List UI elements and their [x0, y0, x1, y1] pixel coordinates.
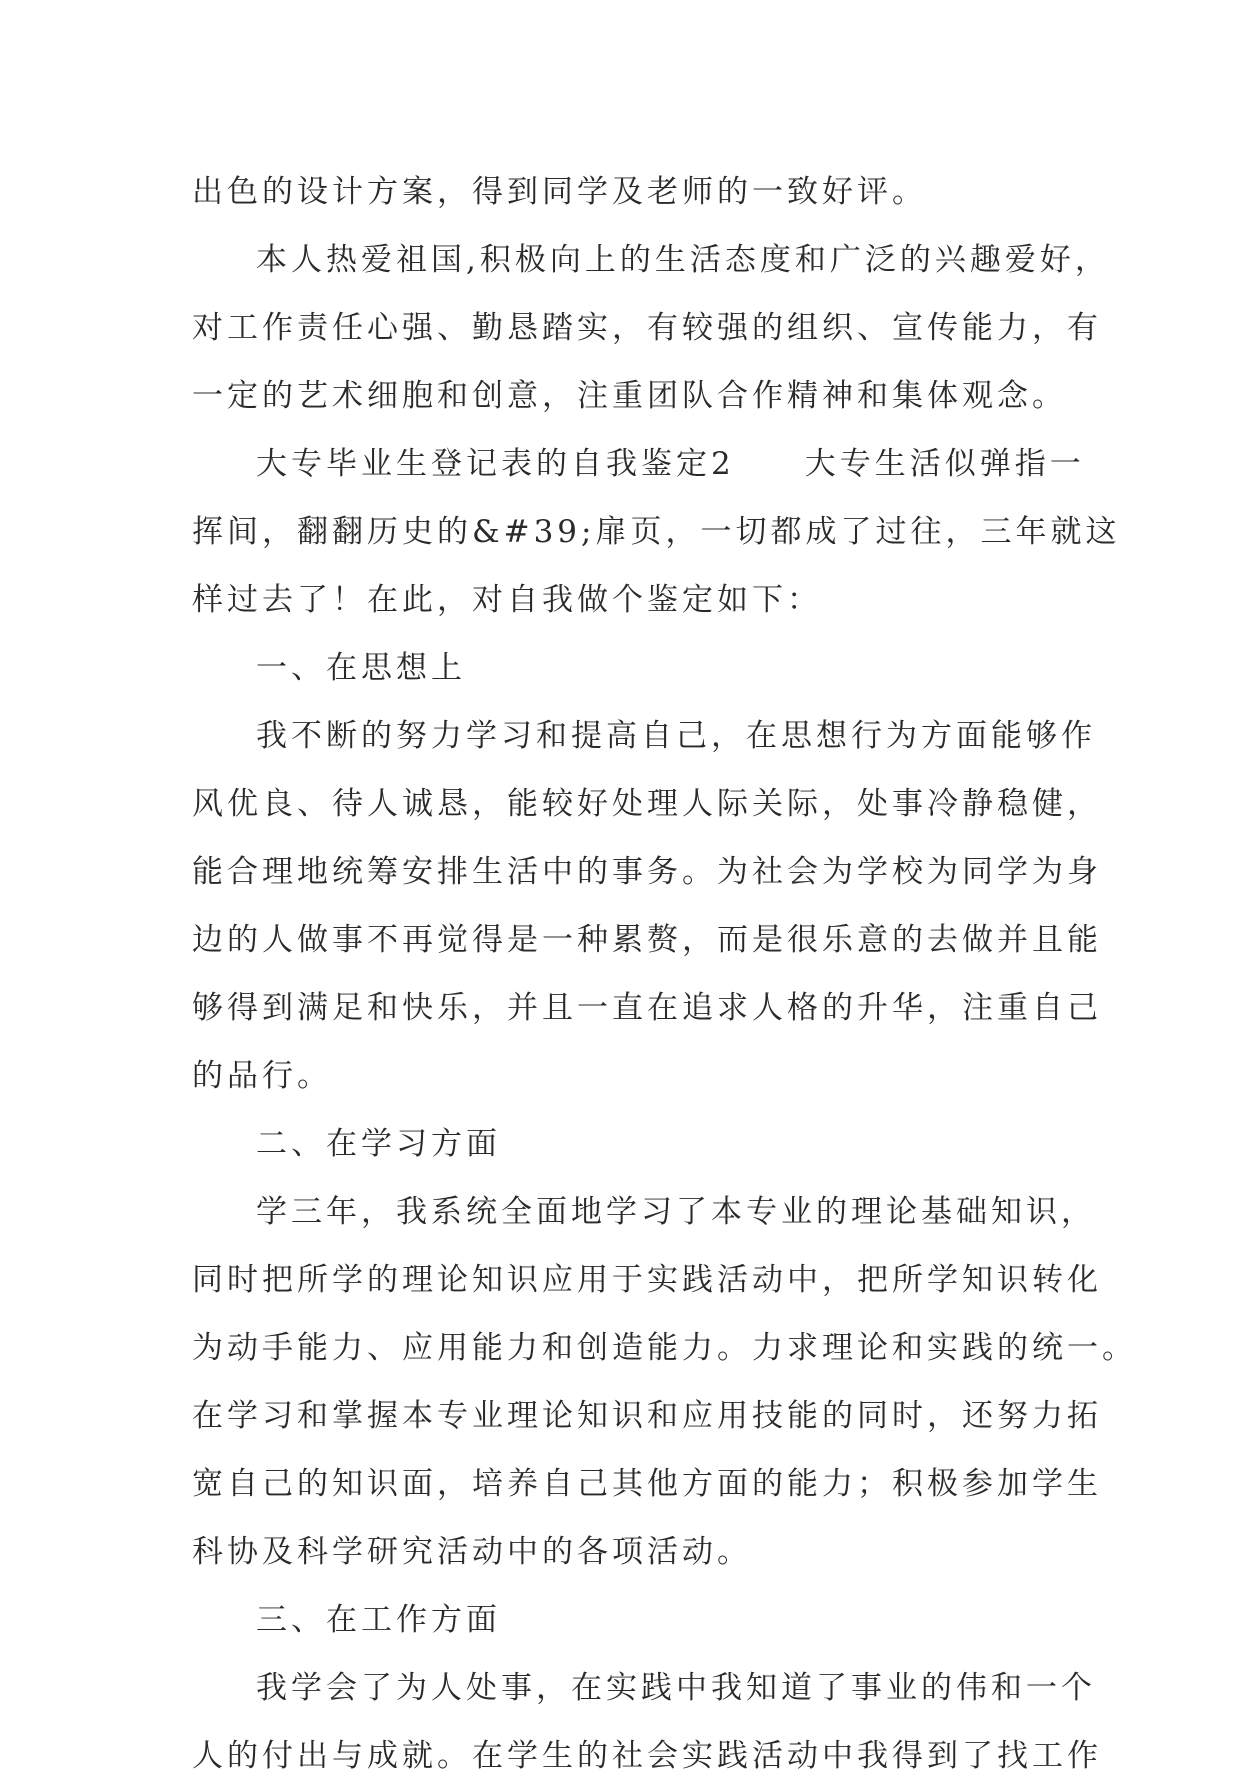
text-line: 出色的设计方案，得到同学及老师的一致好评。	[192, 174, 927, 210]
text-line: 同时把所学的理论知识应用于实践活动中，把所学知识转化	[192, 1262, 1102, 1298]
text-line: 挥间，翻翻历史的&#39;扉页，一切都成了过往，三年就这	[192, 514, 1121, 550]
text-line: 科协及科学研究活动中的各项活动。	[192, 1534, 752, 1570]
section-heading: 三、在工作方面	[256, 1602, 501, 1638]
text-line: 本人热爱祖国,积极向上的生活态度和广泛的兴趣爱好，	[256, 242, 1110, 278]
text-line: 人的付出与成就。在学生的社会实践活动中我得到了找工作	[192, 1738, 1102, 1774]
section-heading: 一、在思想上	[256, 650, 466, 686]
text-line: 一定的艺术细胞和创意，注重团队合作精神和集体观念。	[192, 378, 1067, 414]
text-line: 大专毕业生登记表的自我鉴定2 大专生活似弹指一	[256, 446, 1085, 482]
text-line: 宽自己的知识面，培养自己其他方面的能力；积极参加学生	[192, 1466, 1102, 1502]
text-line: 边的人做事不再觉得是一种累赘，而是很乐意的去做并且能	[192, 922, 1102, 958]
text-line: 学三年，我系统全面地学习了本专业的理论基础知识，	[256, 1194, 1096, 1230]
text-line: 我学会了为人处事，在实践中我知道了事业的伟和一个	[256, 1670, 1096, 1706]
section-heading: 二、在学习方面	[256, 1126, 501, 1162]
document-body	[192, 158, 1137, 1790]
text-line: 为动手能力、应用能力和创造能力。力求理论和实践的统一。	[192, 1330, 1137, 1366]
text-line: 能合理地统筹安排生活中的事务。为社会为学校为同学为身	[192, 854, 1102, 890]
text-line: 样过去了！在此，对自我做个鉴定如下：	[192, 582, 822, 618]
text-line: 够得到满足和快乐，并且一直在追求人格的升华，注重自己	[192, 990, 1102, 1026]
text-line: 在学习和掌握本专业理论知识和应用技能的同时，还努力拓	[192, 1398, 1102, 1434]
text-line: 风优良、待人诚恳，能较好处理人际关际，处事冷静稳健，	[192, 786, 1102, 822]
text-line: 的品行。	[192, 1058, 332, 1094]
text-line: 对工作责任心强、勤恳踏实，有较强的组织、宣传能力，有	[192, 310, 1102, 346]
text-line: 我不断的努力学习和提高自己，在思想行为方面能够作	[256, 718, 1096, 754]
